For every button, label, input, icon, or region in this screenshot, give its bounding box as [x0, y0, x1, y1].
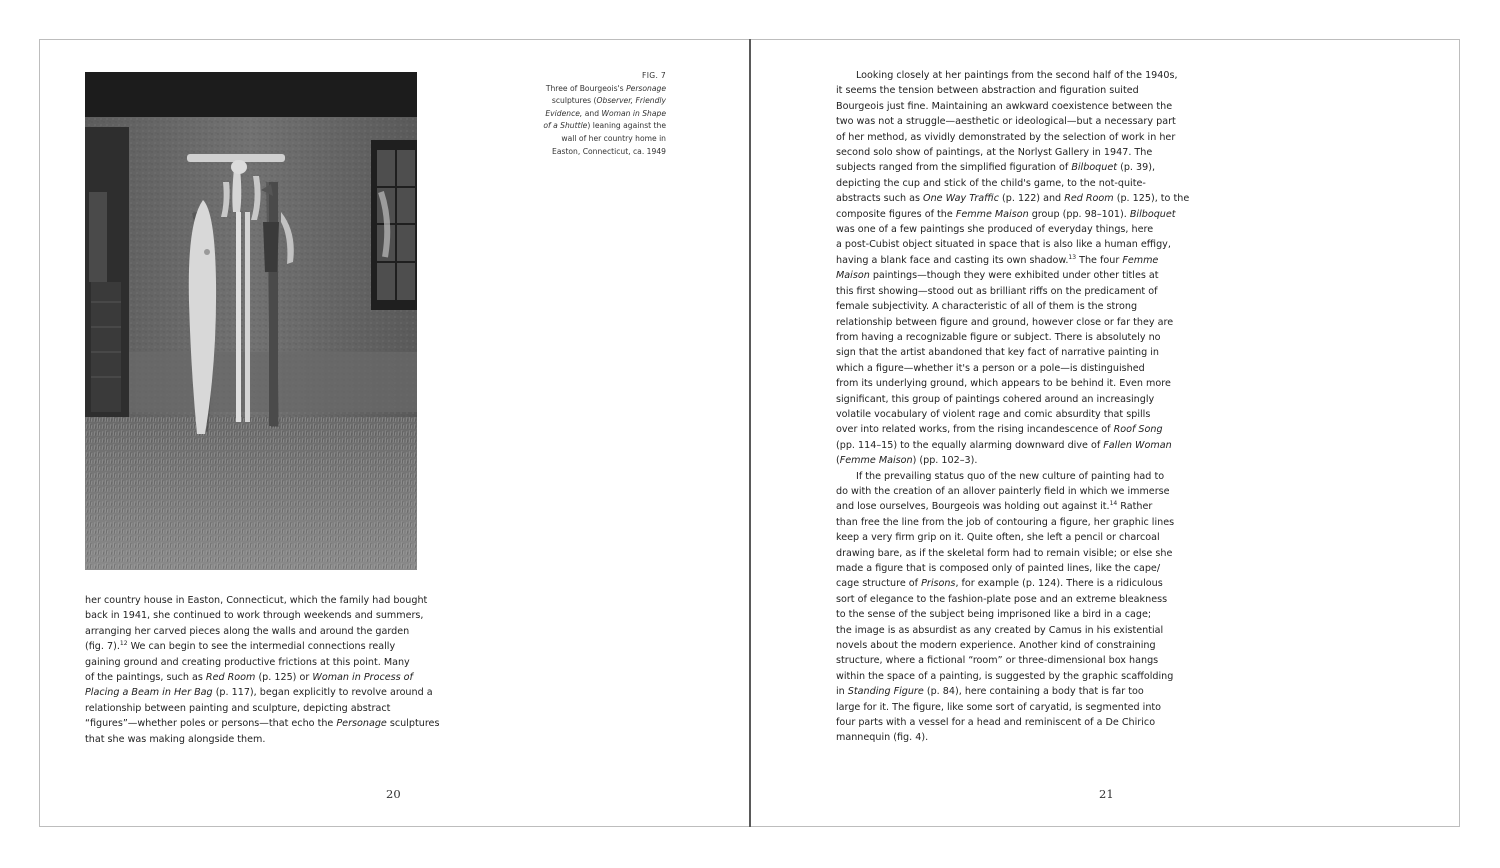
- book-gutter: [749, 39, 751, 827]
- sculpture-photograph: [85, 72, 417, 570]
- page-number-left: 20: [386, 787, 401, 801]
- left-page: [40, 40, 750, 826]
- figure-caption: FIG. 7 Three of Bourgeois's Personage sculptures (Observer, Friendly Evidence, and Woman in Shape of a Shuttle) leaning against the wall of her country home in Easton, Connecticut, ca. 1949: [510, 70, 666, 158]
- footnote-ref: 14: [1109, 500, 1118, 508]
- right-page-body-text: Looking closely at her paintings from the second half of the 1940s, it seems the tension between abstraction and figuration suited Bourgeois just fine. Maintaining an awkward coexistence between the two was not a struggle—aesthetic or ideological—but a necessary part of her method, as vividly demonstrated by the selection of work in her second solo show of paintings, at the Norlyst Gallery in 1947. The subjects ranged from the simplified figuration of Bilboquet (p. 39), depicting the cup and stick of the child's game, to the not-quite- abstracts such as One Way Traffic (p. 122) and Red Room (p. 125), to the composite figures of the Femme Maison group (pp. 98–101). Bilboquet was one of a few paintings she produced of everyday things, here a post-Cubist object situated in space that is also like a human effigy, having a blank face and casting its own shadow.$^{13}$ The four Femme Maison paintings—though they were exhibited under other titles at this first showing—stood out as brilliant riffs on the predicament of female subjectivity. A characteristic of all of them is the strong relationship between figure and ground, however close or far they are from having a recognizable figure or subject. There is absolutely no sign that the artist abandoned that key fact of narrative painting in which a figure—whether it's a person or a pole—is distinguished from its underlying ground, which appears to be behind it. Even more significant, this group of paintings cohered around an increasingly volatile vocabulary of violent rage and comic absurdity that spills over into related works, from the rising incandescence of Roof Song (pp. 114–15) to the equally alarming downward dive of Fallen Woman (Femme Maison) (pp. 102–3). If the prevailing status quo of the new culture of painting had to do with the creation of an allover painterly field in which we immerse and lose ourselves, Bourgeois was holding out against it.$^{14}$ Rather than free the line from the job of contouring a figure, her graphic lines keep a very firm grip on it. Quite often, she left a pencil or charcoal drawing bare, as if the skeletal form had to remain visible; or else she made a figure that is composed only of painted lines, like the cape/ cage structure of Prisons, for example (p. 124). There is a ridiculous sort of elegance to the fashion-plate pose and an extreme bleakness to the sense of the subject being imprisoned like a bird in a cage; the image is as absurdist as any created by Camus in his existential novels about the modern experience. Another kind of constraining structure, where a fictional “room” or three-dimensional box hangs within the space of a painting, is suggested by the graphic scaffolding in Standing Figure (p. 84), here containing a body that is far too large for it. The figure, like some sort of caryatid, is segmented into four parts with a vessel for a head and reminiscent of a De Chirico mannequin (fig. 4).: [836, 70, 1190, 744]
- left-page-body-text: her country house in Easton, Connecticut, which the family had bought back in 1941, she continued to work through weekends and summers, arranging her carved pieces along the walls and around the garden (fig. 7).$^{12}$ We can begin to see the intermedial connections really gaining ground and creating productive frictions at this point. Many of the paintings, such as Red Room (p. 125) or Woman in Process of Placing a Beam in Her Bag (p. 117), began explicitly to revolve around a relationship between painting and sculpture, depicting abstract “figures”—whether poles or persons—that echo the Personage sculptures that she was making alongside them.: [85, 595, 440, 745]
- figure-number: FIG. 7: [642, 71, 666, 80]
- right-page: [752, 40, 1461, 826]
- page-number-right: 21: [1099, 787, 1114, 801]
- footnote-ref: 12: [119, 640, 128, 648]
- footnote-ref: 13: [1068, 253, 1077, 261]
